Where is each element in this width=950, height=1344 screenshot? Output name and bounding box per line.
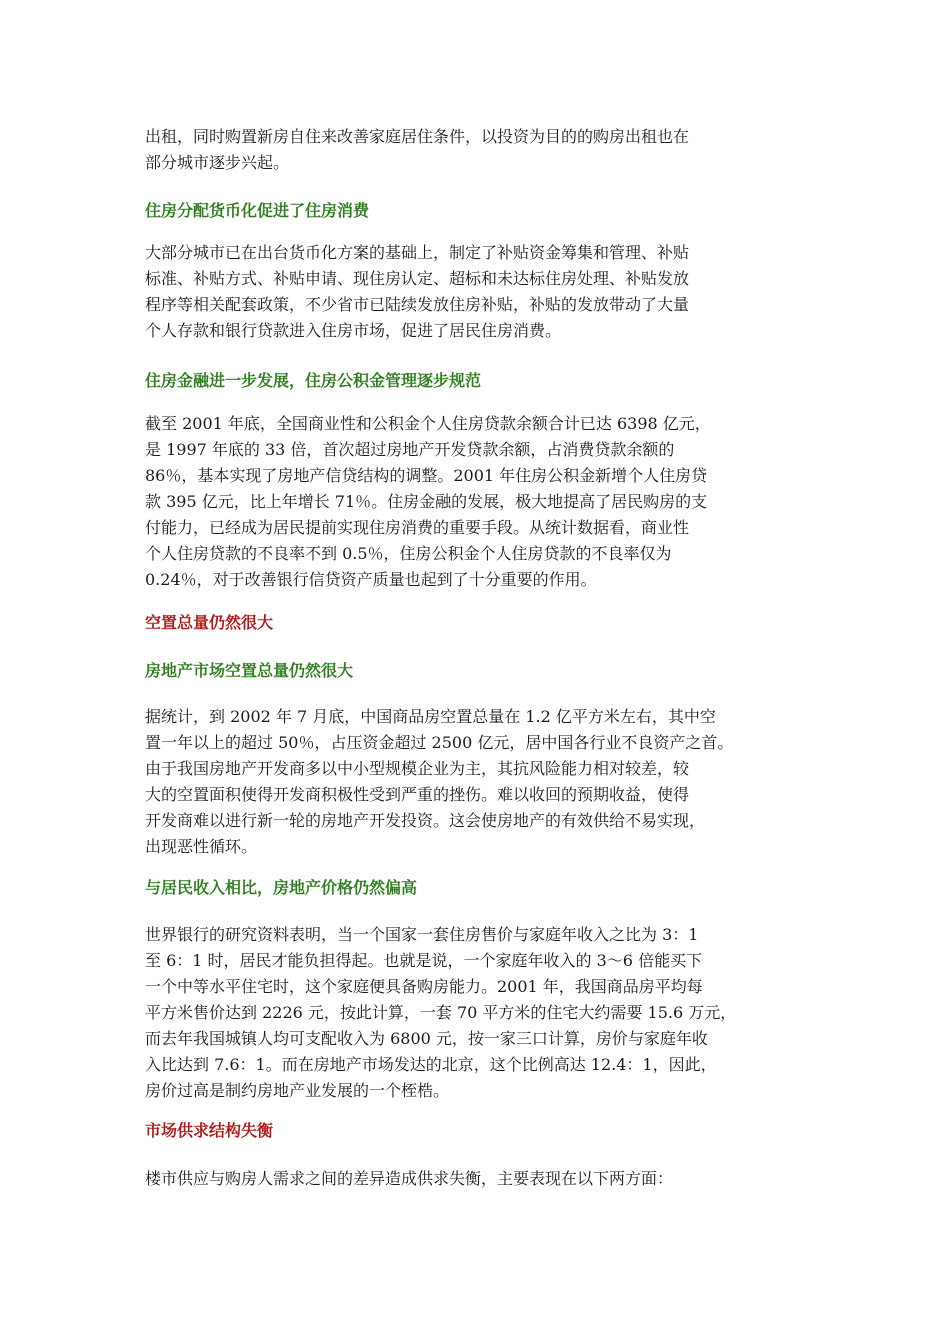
text-line: 款 395 亿元，比上年增长 71％。住房金融的发展，极大地提高了居民购房的支 — [145, 492, 708, 511]
paragraph-price-income — [145, 922, 825, 1104]
text-line: 0.24％，对于改善银行信贷资产质量也起到了十分重要的作用。 — [145, 570, 597, 589]
paragraph-supply-demand — [145, 1166, 825, 1192]
text-line: 程序等相关配套政策，不少省市已陆续发放住房补贴，补贴的发放带动了大量 — [145, 295, 690, 314]
text-line: 据统计，到 2002 年 7 月底，中国商品房空置总量在 1.2 亿平方米左右，其中空 — [145, 707, 716, 726]
text-line: 大部分城市已在出台货币化方案的基础上，制定了补贴资金筹集和管理、补贴 — [145, 243, 690, 262]
section-heading-supply-demand: 市场供求结构失衡 — [145, 1121, 274, 1140]
text-line: 部分城市逐步兴起。 — [145, 153, 290, 172]
section-heading-housing-finance: 住房金融进一步发展，住房公积金管理逐步规范 — [145, 371, 482, 390]
text-line: 由于我国房地产开发商多以中小型规模企业为主，其抗风险能力相对较差，较 — [145, 759, 690, 778]
text-line: 付能力，已经成为居民提前实现住房消费的重要手段。从统计数据看，商业性 — [145, 518, 690, 537]
text-line: 世界银行的研究资料表明，当一个国家一套住房售价与家庭年收入之比为 3：1 — [145, 925, 699, 944]
paragraph-housing-finance — [145, 411, 825, 593]
text-line: 楼市供应与购房人需求之间的差异造成供求失衡，主要表现在以下两方面： — [145, 1169, 674, 1188]
section-heading-vacancy: 空置总量仍然很大 — [145, 613, 274, 632]
text-line: 至 6：1 时，居民才能负担得起。也就是说，一个家庭年收入的 3～6 倍能买下 — [145, 951, 703, 970]
text-line: 平方米售价达到 2226 元，按此计算，一套 70 平方米的住宅大约需要 15.6 万元， — [145, 1003, 737, 1022]
text-line: 出租，同时购置新房自住来改善家庭居住条件，以投资为目的的购房出租也在 — [145, 127, 690, 146]
text-line: 个人住房贷款的不良率不到 0.5％，住房公积金个人住房贷款的不良率仅为 — [145, 544, 672, 563]
text-line: 置一年以上的超过 50％，占压资金超过 2500 亿元，居中国各行业不良资产之首。 — [145, 733, 734, 752]
paragraph-market-vacancy — [145, 704, 825, 860]
paragraph-housing-monetization — [145, 240, 825, 344]
text-line: 标准、补贴方式、补贴申请、现住房认定、超标和未达标住房处理、补贴发放 — [145, 269, 690, 288]
text-line: 开发商难以进行新一轮的房地产开发投资。这会使房地产的有效供给不易实现， — [145, 811, 706, 830]
text-line: 截至 2001 年底，全国商业性和公积金个人住房贷款余额合计已达 6398 亿元， — [145, 414, 711, 433]
text-line: 个人存款和银行贷款进入住房市场，促进了居民住房消费。 — [145, 321, 562, 340]
text-line: 入比达到 7.6：1。而在房地产市场发达的北京，这个比例高达 12.4：1，因此， — [145, 1055, 717, 1074]
text-line: 大的空置面积使得开发商积极性受到严重的挫伤。难以收回的预期收益，使得 — [145, 785, 690, 804]
section-heading-price-income: 与居民收入相比，房地产价格仍然偏高 — [145, 878, 418, 897]
text-line: 房价过高是制约房地产业发展的一个桎梏。 — [145, 1081, 450, 1100]
text-line: 一个中等水平住宅时，这个家庭便具备购房能力。2001 年，我国商品房平均每 — [145, 977, 703, 996]
text-line: 出现恶性循环。 — [145, 837, 258, 856]
text-line: 是 1997 年底的 33 倍，首次超过房地产开发贷款余额，占消费贷款余额的 — [145, 440, 675, 459]
text-line: 而去年我国城镇人均可支配收入为 6800 元，按一家三口计算，房价与家庭年收 — [145, 1029, 708, 1048]
text-line: 86％，基本实现了房地产信贷结构的调整。2001 年住房公积金新增个人住房贷 — [145, 466, 708, 485]
paragraph-intro — [145, 124, 825, 176]
section-heading-housing-monetization: 住房分配货币化促进了住房消费 — [145, 201, 370, 220]
section-heading-market-vacancy: 房地产市场空置总量仍然很大 — [145, 661, 354, 680]
